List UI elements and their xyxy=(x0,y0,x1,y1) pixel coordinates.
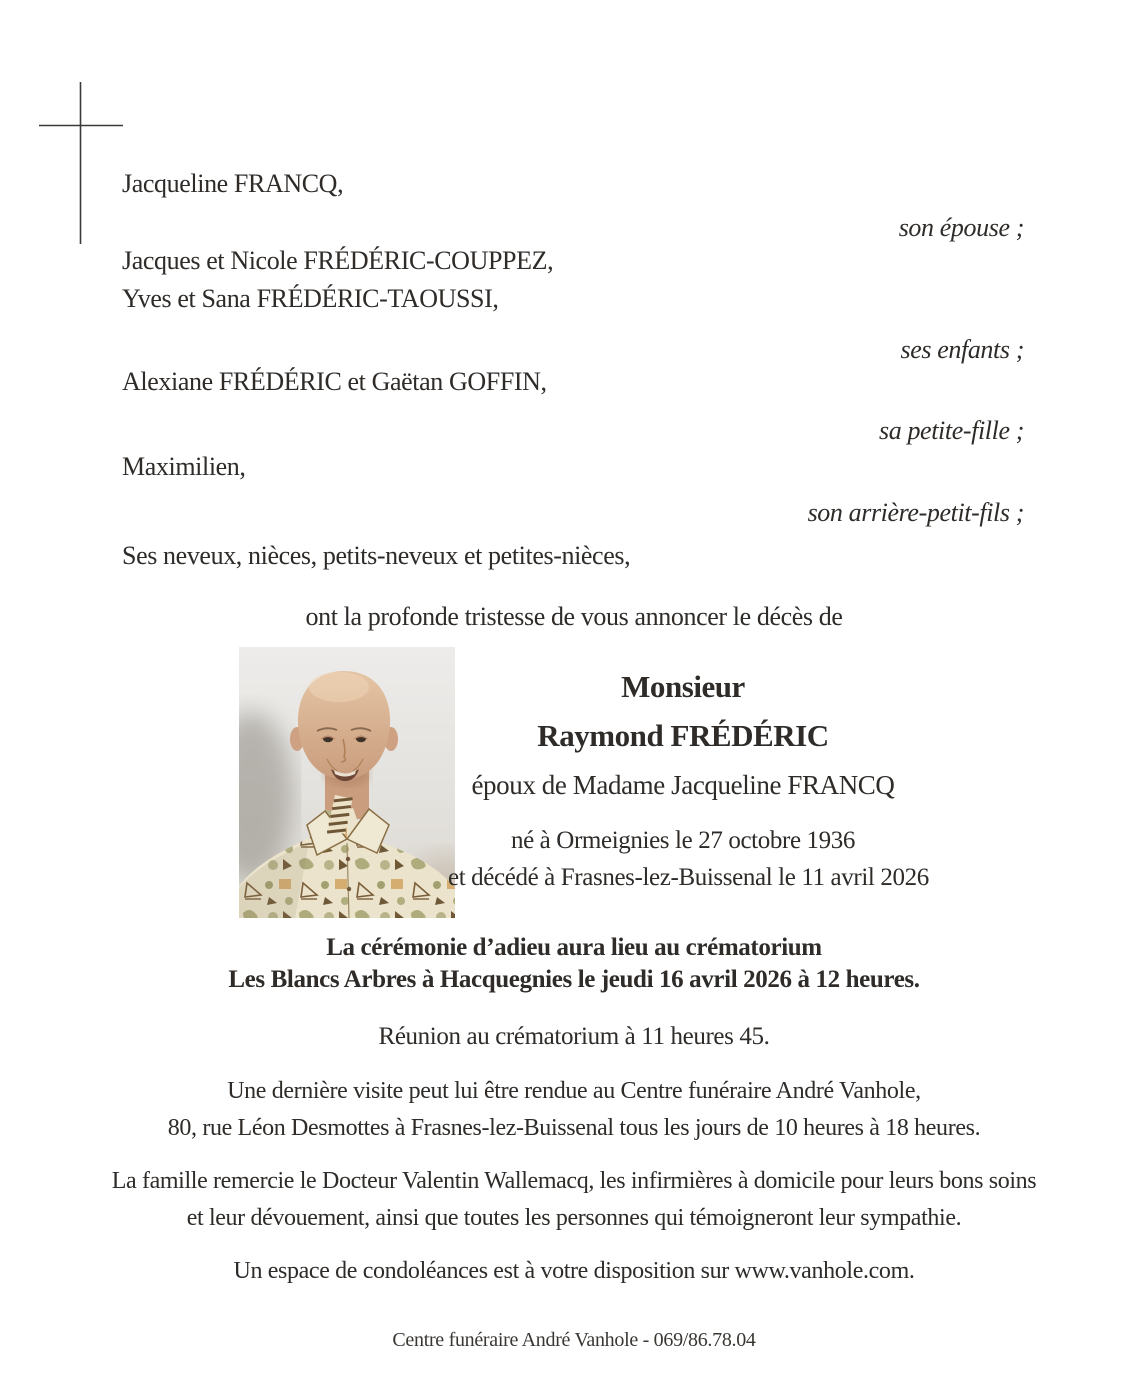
latin-cross-icon xyxy=(36,78,156,253)
ceremony-line-1: La cérémonie d’adieu aura lieu au crématorium xyxy=(326,934,822,961)
children-name-1: Jacques et Nicole FRÉDÉRIC-COUPPEZ, xyxy=(122,246,554,275)
children-relation: ses enfants ; xyxy=(900,335,1024,364)
deceased-photo xyxy=(239,647,455,918)
funeral-home-footer: Centre funéraire André Vanhole - 069/86.78.04 xyxy=(392,1329,756,1351)
deceased-title: Monsieur xyxy=(621,669,745,704)
portrait-illustration xyxy=(239,647,455,918)
cross-icon xyxy=(36,78,156,258)
thanks-line-1: La famille remercie le Docteur Valentin Wallemacq, les infirmières à domicile pour leurs bons soins xyxy=(111,1168,1037,1194)
granddaughter-relation: sa petite-fille ; xyxy=(879,416,1024,445)
condolences-line: Un espace de condoléances est à votre disposition sur www.vanhole.com. xyxy=(233,1258,915,1284)
ceremony-meeting-line: Réunion au crématorium à 11 heures 45. xyxy=(378,1023,770,1050)
thanks-line-2: et leur dévouement, ainsi que toutes les personnes qui témoigneront leur sympathie. xyxy=(186,1205,962,1231)
great-grandson-name: Maximilien, xyxy=(122,452,246,481)
great-grandson-relation: son arrière-petit-fils ; xyxy=(807,498,1024,527)
children-name-2: Yves et Sana FRÉDÉRIC-TAOUSSI, xyxy=(122,284,499,313)
deceased-birth-line: né à Ormeignies le 27 octobre 1936 xyxy=(510,827,856,854)
deceased-spouse-line: époux de Madame Jacqueline FRANCQ xyxy=(471,770,895,800)
deceased-name: Raymond FRÉDÉRIC xyxy=(537,718,829,753)
announcement-line: ont la profonde tristesse de vous annoncer le décès de xyxy=(305,602,843,631)
ceremony-line-2: Les Blancs Arbres à Hacquegnies le jeudi 16 avril 2026 à 12 heures. xyxy=(228,966,920,993)
visit-line-1: Une dernière visite peut lui être rendue au Centre funéraire André Vanhole, xyxy=(227,1078,921,1104)
deceased-death-line: et décédé à Frasnes-lez-Buissenal le 11 avril 2026 xyxy=(448,864,929,891)
wife-relation: son épouse ; xyxy=(898,213,1024,242)
other-relatives: Ses neveux, nièces, petits-neveux et petites-nièces, xyxy=(122,541,631,570)
wife-name: Jacqueline FRANCQ, xyxy=(122,169,344,198)
visit-line-2: 80, rue Léon Desmottes à Frasnes-lez-Buissenal tous les jours de 10 heures à 18 heures. xyxy=(167,1115,981,1141)
granddaughter-name: Alexiane FRÉDÉRIC et Gaëtan GOFFIN, xyxy=(122,367,547,396)
